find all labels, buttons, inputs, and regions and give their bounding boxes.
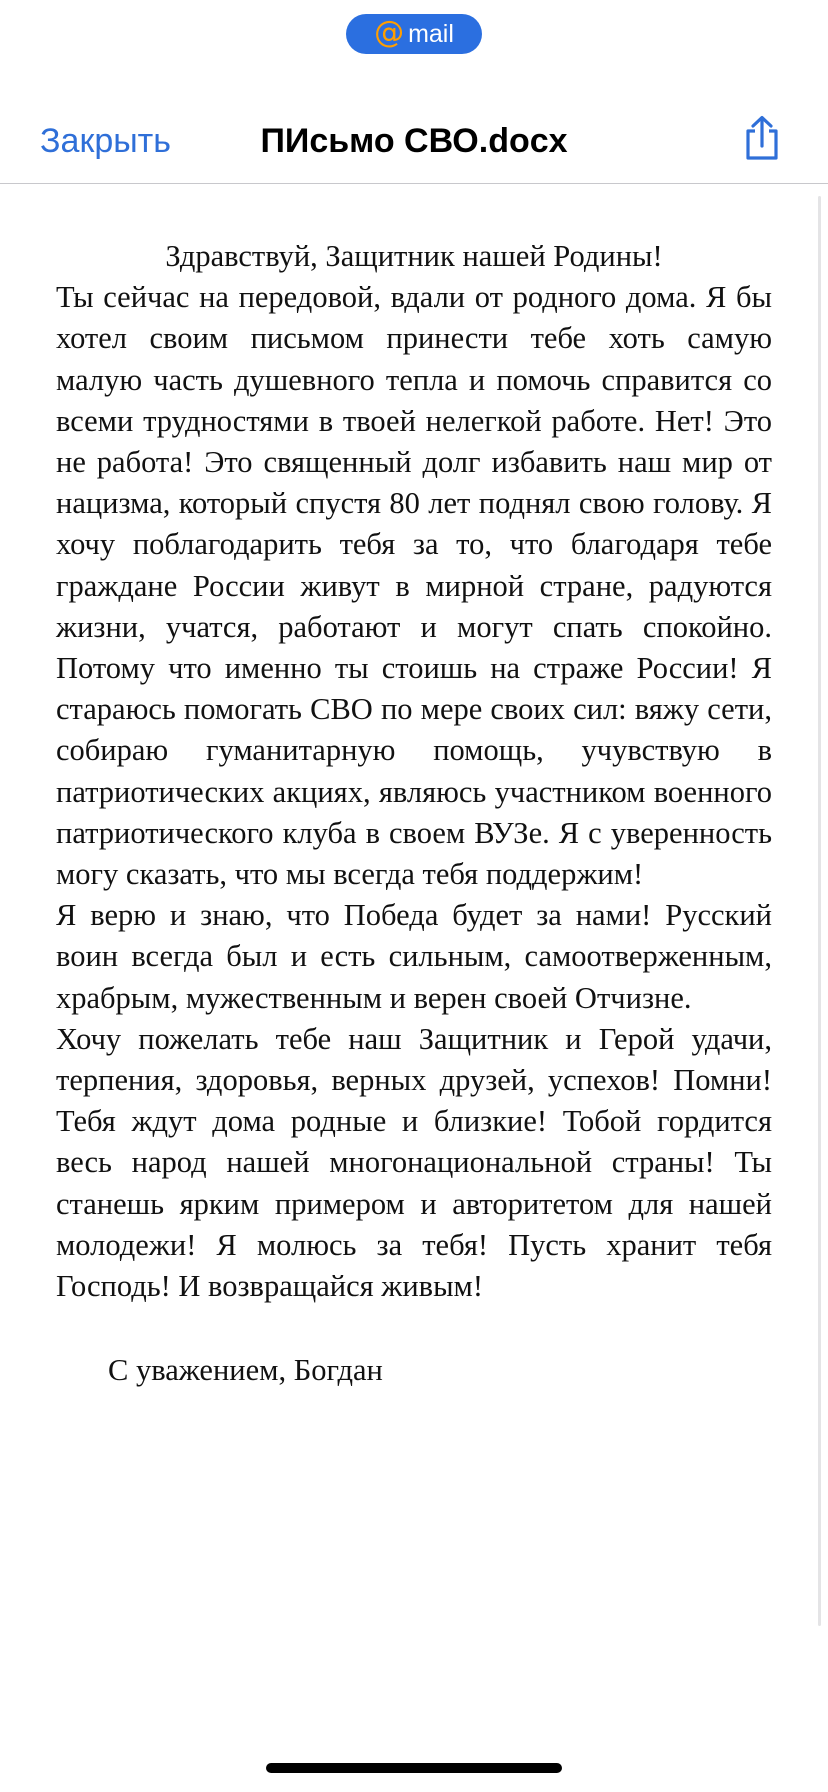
document-viewer[interactable] (0, 184, 828, 1624)
letter-paragraph: Ты сейчас на передовой, вдали от родного дома. Я бы хотел своим письмом принести тебе хоть самую малую часть душевного тепла и помочь справится со всеми трудностями в твоей нелегкой работе. Нет! Это не работа! Это священный долг избавить наш мир от нацизма, который спустя 80 лет поднял свою голову. Я хочу поблагодарить тебя за то, что благодаря тебе граждане России живут в мирной стране, радуются жизни, учатся, работают и могут спать спокойно. Потому что именно ты стоишь на страже России! Я стараюсь помогать СВО по мере своих сил: вяжу сети, собираю гуманитарную помощь, учувствую в патриотических акциях, являюсь участником военного патриотического клуба в своем ВУЗе. Я с уверенность могу сказать, что мы всегда тебя поддержим! (56, 280, 772, 892)
share-icon (740, 114, 784, 162)
home-indicator[interactable] (266, 1763, 562, 1773)
letter-paragraph: Я верю и знаю, что Победа будет за нами! Русский воин всегда был и есть сильным, самоотверженным, храбрым, мужественным и верен своей Отчизне. (56, 898, 772, 1015)
close-button[interactable]: Закрыть (40, 122, 171, 160)
at-sign-icon: @ (374, 14, 405, 50)
document-scrollbar[interactable] (818, 196, 821, 1626)
document-title: ПИсьмо СВО.docx (260, 122, 568, 160)
letter-signature: С уважением, Богдан (108, 1353, 383, 1388)
document-body (56, 236, 772, 1391)
mail-app-badge[interactable] (346, 14, 482, 54)
letter-paragraph: Хочу пожелать тебе наш Защитник и Герой удачи, терпения, здоровья, верных друзей, успехов! Помни! Тебя ждут дома родные и близкие! Тобой гордится весь народ нашей многонациональной страны! Ты станешь ярким примером и авторитетом для нашей молодежи! Я молюсь за тебя! Пусть хранит тебя Господь! И возвращайся живым! (56, 1021, 772, 1304)
viewer-header (0, 100, 828, 184)
mail-app-label: mail (408, 19, 454, 48)
share-button[interactable] (740, 114, 784, 162)
letter-greeting: Здравствуй, Защитник нашей Родины! (165, 239, 663, 273)
